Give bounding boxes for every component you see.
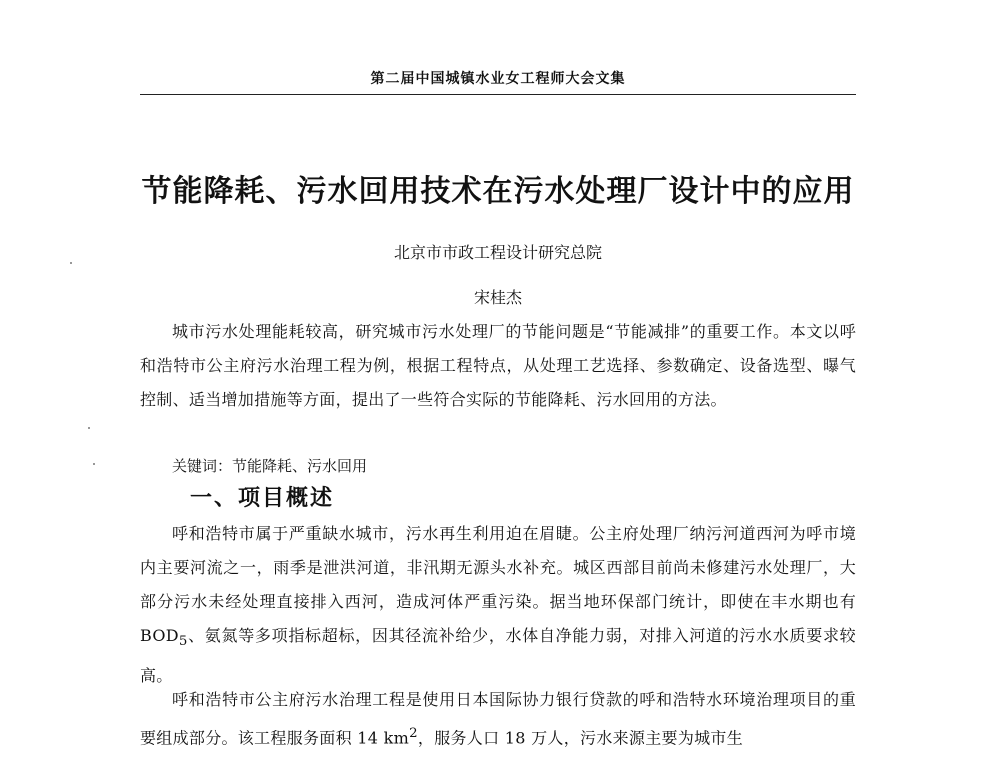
author-name: 宋桂杰: [473, 288, 522, 307]
author-institution: 北京市市政工程设计研究总院: [393, 243, 602, 262]
body-paragraph-2: [140, 683, 856, 755]
area-superscript: 2: [409, 726, 418, 741]
bod-subscript: 5: [178, 634, 188, 650]
paragraph2-text-a: 呼和浩特市公主府污水治理工程是使用日本国际协力银行贷款的呼和浩特水环境治理项目的重要组成部分。该工程服务面积 14 km: [140, 690, 856, 748]
paragraph1-text-a: 呼和浩特市属于严重缺水城市，污水再生利用迫在眉睫。公主府处理厂纳污河道西河为呼市境内主要河流之一，雨季是泄洪河道，非汛期无源头水补充。城区西部目前尚未修建污水处理厂，大部分污水未经处理直接排入西河，造成河体严重污染。据当地环保部门统计，即使在丰水期也有 BOD: [140, 524, 856, 645]
abstract-paragraph: 城市污水处理能耗较高，研究城市污水处理厂的节能问题是“节能减排”的重要工作。本文以呼和浩特市公主府污水治理工程为例，根据工程特点，从处理工艺选择、参数确定、设备选型、曝气控制、适当增加措施等方面，提出了一些符合实际的节能降耗、污水回用的方法。: [140, 322, 856, 409]
body-paragraph-1: [140, 517, 856, 693]
keywords-line: 关键词：节能降耗、污水回用: [172, 457, 368, 475]
header-rule: [140, 94, 856, 95]
scan-speck: [88, 427, 90, 429]
article-title: 节能降耗、污水回用技术在污水处理厂设计中的应用: [141, 174, 855, 209]
paragraph2-text-b: ，服务人口 18 万人，污水来源主要为城市生: [417, 728, 744, 748]
paragraph1-text-b: 、氨氮等多项指标超标，因其径流补给少，水体自净能力弱，对排入河道的污水水质要求较高。: [140, 626, 856, 686]
section-heading: 一、项目概述: [190, 486, 335, 511]
scan-speck: [70, 262, 72, 264]
scan-speck: [93, 463, 95, 465]
running-header: 第二届中国城镇水业女工程师大会文集: [370, 71, 626, 87]
